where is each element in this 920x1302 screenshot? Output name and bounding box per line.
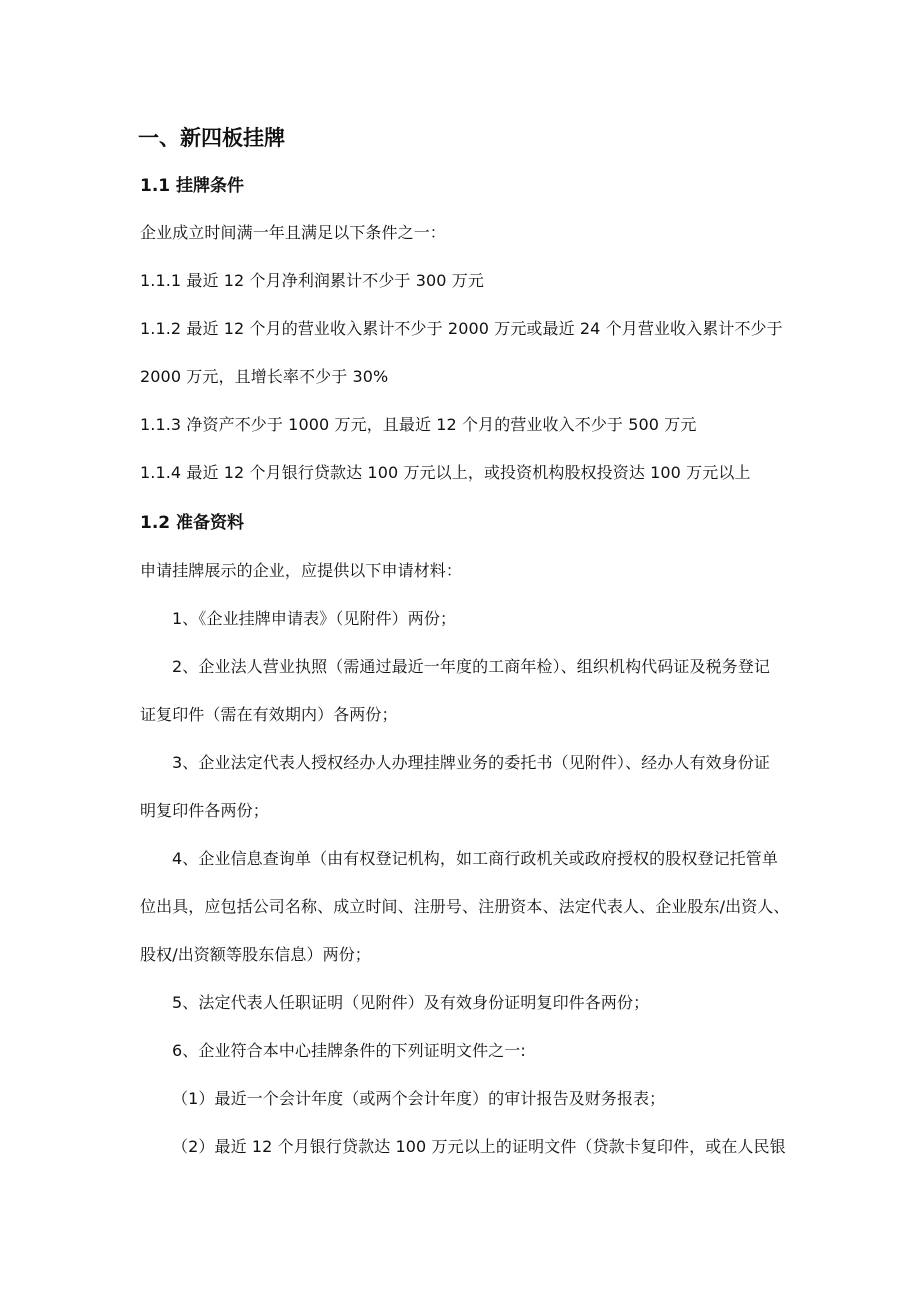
- section-heading-preparation-materials: 1.2 准备资料: [140, 513, 245, 533]
- paragraph-intro-materials: 申请挂牌展示的企业，应提供以下申请材料：: [140, 561, 463, 580]
- condition-item: 1.1.1 最近 12 个月净利润累计不少于 300 万元: [140, 271, 484, 290]
- material-item: 6、企业符合本中心挂牌条件的下列证明文件之一:: [172, 1041, 526, 1060]
- page-title: 一、新四板挂牌: [138, 126, 285, 150]
- condition-item: 1.1.4 最近 12 个月银行贷款达 100 万元以上，或投资机构股权投资达 100 万元以上: [140, 463, 751, 482]
- condition-item: 1.1.2 最近 12 个月的营业收入累计不少于 2000 万元或最近 24 个月营业收入累计不少于: [140, 319, 783, 338]
- section-heading-listing-conditions: 1.1 挂牌条件: [140, 176, 245, 196]
- material-item-continued: 明复印件各两份；: [140, 801, 269, 820]
- condition-item: 1.1.3 净资产不少于 1000 万元，且最近 12 个月的营业收入不少于 500 万元: [140, 415, 697, 434]
- paragraph-intro-conditions: 企业成立时间满一年且满足以下条件之一：: [140, 223, 446, 242]
- material-item-continued: 位出具，应包括公司名称、成立时间、注册号、注册资本、法定代表人、企业股东/出资人、: [140, 897, 790, 916]
- material-item: 5、法定代表人任职证明（见附件）及有效身份证明复印件各两份；: [172, 993, 650, 1012]
- material-subitem: （2）最近 12 个月银行贷款达 100 万元以上的证明文件（贷款卡复印件，或在人民银: [172, 1137, 786, 1156]
- material-item: 4、企业信息查询单（由有权登记机构，如工商行政机关或政府授权的股权登记托管单: [172, 849, 778, 868]
- material-item: 2、企业法人营业执照（需通过最近一年度的工商年检）、组织机构代码证及税务登记: [172, 657, 770, 676]
- condition-item-continued: 2000 万元，且增长率不少于 30%: [140, 367, 389, 386]
- material-item: 3、企业法定代表人授权经办人办理挂牌业务的委托书（见附件）、经办人有效身份证: [172, 753, 770, 772]
- material-item-continued: 证复印件（需在有效期内）各两份；: [140, 705, 398, 724]
- material-subitem: （1）最近一个会计年度（或两个会计年度）的审计报告及财务报表；: [172, 1089, 666, 1108]
- material-item: 1、《企业挂牌申请表》（见附件）两份；: [172, 609, 457, 628]
- material-item-continued: 股权/出资额等股东信息）两份；: [140, 945, 371, 964]
